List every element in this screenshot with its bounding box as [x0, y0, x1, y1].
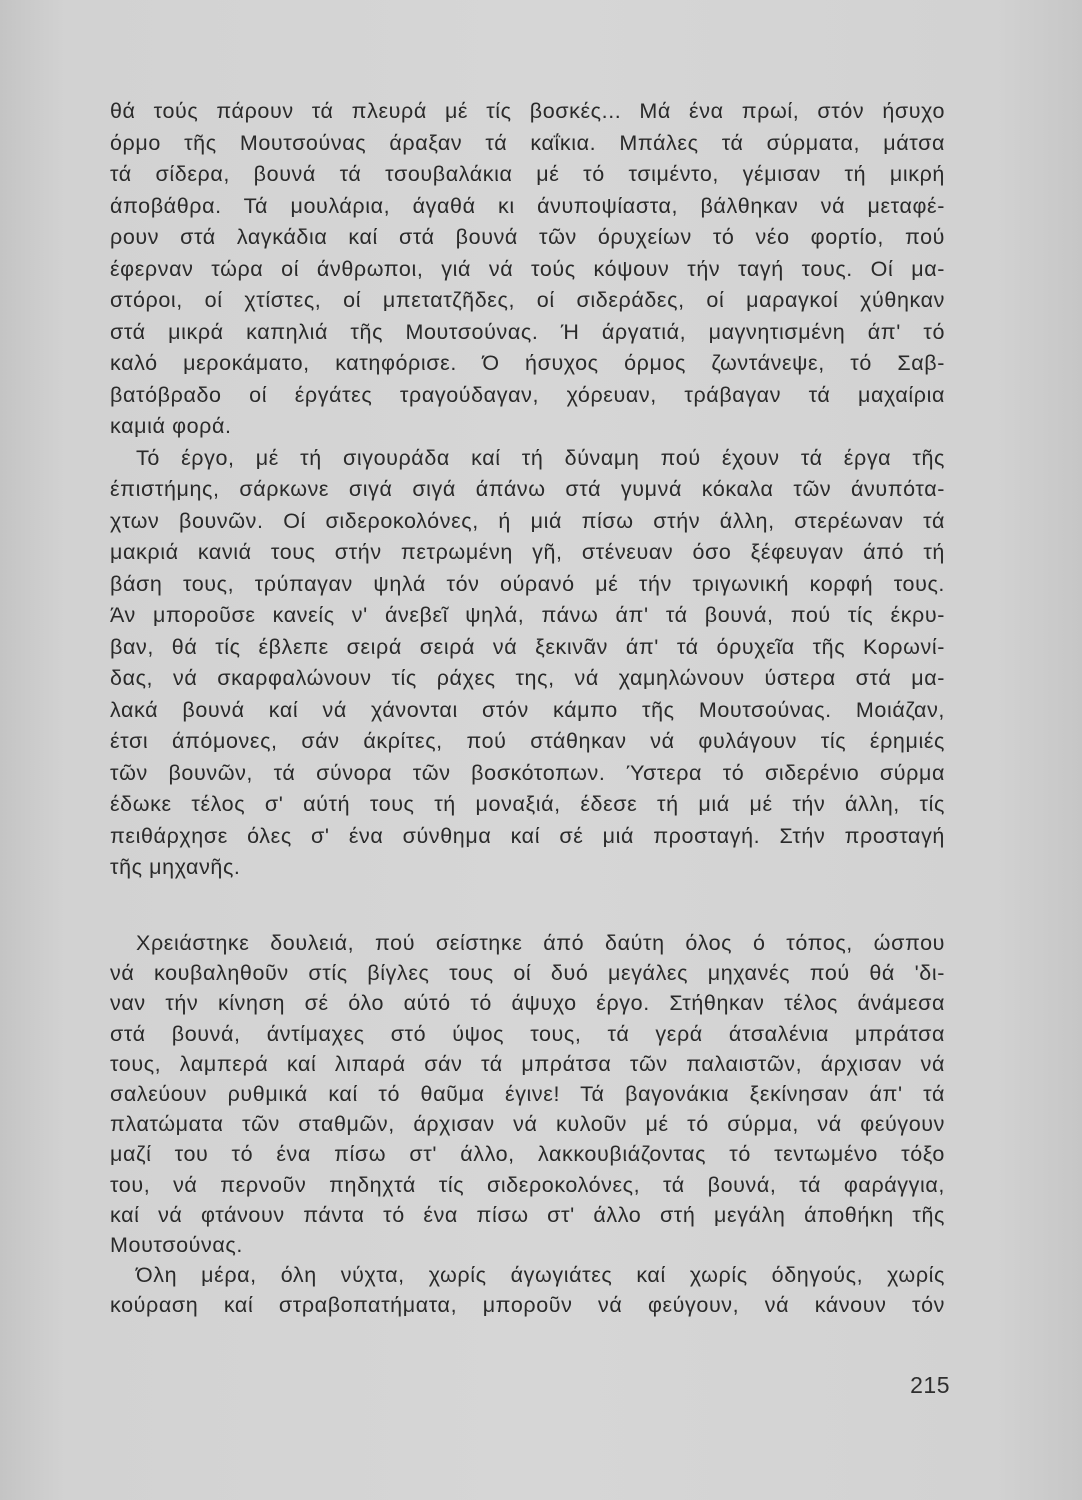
text-line: Όλη μέρα, όλη νύχτα, χωρίς άγωγιάτες καί χωρίς όδηγούς, χωρίς: [136, 1263, 945, 1288]
text-line: μαζί του τό ένα πίσω στ' άλλο, λακκουβιάζοντας τό τεντωμένο τόξο: [110, 1142, 945, 1167]
text-line: πειθάρχησε όλες σ' ένα σύνθημα καί σέ μιά προσταγή. Στήν προσταγή: [110, 823, 945, 848]
text-line: έδωκε τέλος σ' αύτή τους τή μοναξιά, έδεσε τή μιά μέ τήν άλλη, τίς: [110, 792, 945, 816]
text-line: του, νά περνοῦν πηδηχτά τίς σιδεροκολόνες, τά βουνά, τά φαράγγια,: [110, 1172, 945, 1197]
text-line: στά μικρά καπηλιά τῆς Μουτσούνας. Ή άργατιά, μαγνητισμένη άπ' τό: [110, 319, 945, 344]
text-line: ναν τήν κίνηση σέ όλο αύτό τό άψυχο έργο. Στήθηκαν τέλος άνάμεσα: [110, 991, 945, 1016]
text-line: βαν, θά τίς έβλεπε σειρά σειρά νά ξεκινᾶν άπ' τά όρυχεῖα τῆς Κορωνί-: [110, 634, 945, 659]
text-line: Χρειάστηκε δουλειά, πού σείστηκε άπό δαύτη όλος ό τόπος, ώσπου: [136, 931, 945, 955]
text-line: τῶν βουνῶν, τά σύνορα τῶν βοσκότοπων. Ύστερα τό σιδερένιο σύρμα: [110, 760, 945, 785]
text-block-lower: [110, 928, 945, 1320]
text-line: σαλεύουν ρυθμικά καί τό θαῦμα έγινε! Τά βαγονάκια ξεκίνησαν άπ' τά: [110, 1081, 945, 1106]
text-line: έτσι άπόμονες, σάν άκρίτες, πού στάθηκαν νά φυλάγουν τίς έρημιές: [110, 729, 945, 753]
text-line: άποβάθρα. Τά μουλάρια, άγαθά κι άνυποψίαστα, βάλθηκαν νά μεταφέ-: [110, 193, 945, 218]
text-line: θά τούς πάρουν τά πλευρά μέ τίς βοσκές... Μά ένα πρωί, στόν ήσυχο: [110, 99, 945, 123]
text-line: καί νά φτάνουν πάντα τό ένα πίσω στ' άλλο στή μεγάλη άποθήκη τῆς: [110, 1202, 945, 1227]
text-line: Άν μποροῦσε κανείς ν' άνεβεῖ ψηλά, πάνω άπ' τά βουνά, πού τίς έκρυ-: [110, 603, 945, 627]
text-line: στά βουνά, άντίμαχες στό ύψος τους, τά γερά άτσαλένια μπράτσα: [110, 1021, 945, 1046]
text-line: τους, λαμπερά καί λιπαρά σάν τά μπράτσα τῶν παλαιστῶν, άρχισαν νά: [110, 1051, 945, 1076]
text-line: κούραση καί στραβοπατήματα, μποροῦν νά φεύγουν, νά κάνουν τόν: [110, 1293, 945, 1318]
text-line: καλό μεροκάματο, κατηφόρισε. Ό ήσυχος όρμος ζωντάνεψε, τό Σαβ-: [110, 351, 945, 375]
text-line: πλατώματα τῶν σταθμῶν, άρχισαν νά κυλοῦν μέ τό σύρμα, νά φεύγουν: [110, 1112, 945, 1137]
text-line: χτων βουνῶν. Οί σιδεροκολόνες, ή μιά πίσω στήν άλλη, στερέωναν τά: [110, 508, 945, 533]
text-line: μακριά κανιά τους στήν πετρωμένη γῆ, στένευαν όσο ξέφευγαν άπό τή: [110, 540, 945, 564]
text-line: Τό έργο, μέ τή σιγουράδα καί τή δύναμη πού έχουν τά έργα τῆς: [136, 445, 945, 470]
text-line: δας, νά σκαρφαλώνουν τίς ράχες της, νά χαμηλώνουν ύστερα στά μα-: [110, 666, 945, 690]
text-line: βατόβραδο οί έργάτες τραγούδαγαν, χόρευαν, τράβαγαν τά μαχαίρια: [110, 382, 945, 407]
text-line: έπιστήμης, σάρκωνε σιγά σιγά άπάνω στά γυμνά κόκαλα τῶν άνυπότα-: [110, 477, 945, 501]
text-line: βάση τους, τρύπαγαν ψηλά τόν ούρανό μέ τήν τριγωνική κορφή τους.: [110, 571, 945, 596]
text-line: έφερναν τώρα οί άνθρωποι, γιά νά τούς κόψουν τήν ταγή τους. Οί μα-: [110, 256, 945, 281]
text-line: Μουτσούνας.: [110, 1232, 243, 1257]
text-line: καμιά φορά.: [110, 414, 232, 438]
text-line: στόροι, οί χτίστες, οί μπετατζῆδες, οί σιδεράδες, οί μαραγκοί χύθηκαν: [110, 288, 945, 312]
text-line: τά σίδερα, βουνά τά τσουβαλάκια μέ τό τσιμέντο, γέμισαν τή μικρή: [110, 162, 945, 186]
text-line: ρουν στά λαγκάδια καί στά βουνά τῶν όρυχείων τό νέο φορτίο, πού: [110, 225, 945, 249]
text-line: τῆς μηχανῆς.: [110, 855, 241, 879]
text-line: όρμο τῆς Μουτσούνας άραξαν τά καΐκια. Μπάλες τά σύρματα, μάτσα: [110, 130, 945, 155]
text-block-upper: [110, 96, 945, 884]
text-line: λακά βουνά καί νά χάνονται στόν κάμπο τῆς Μουτσούνας. Μοιάζαν,: [110, 697, 945, 722]
text-line: νά κουβαληθοῦν στίς βίγλες τους οί δυό μεγάλες μηχανές πού θά 'δι-: [110, 961, 945, 986]
page-number: 215: [910, 1372, 950, 1398]
